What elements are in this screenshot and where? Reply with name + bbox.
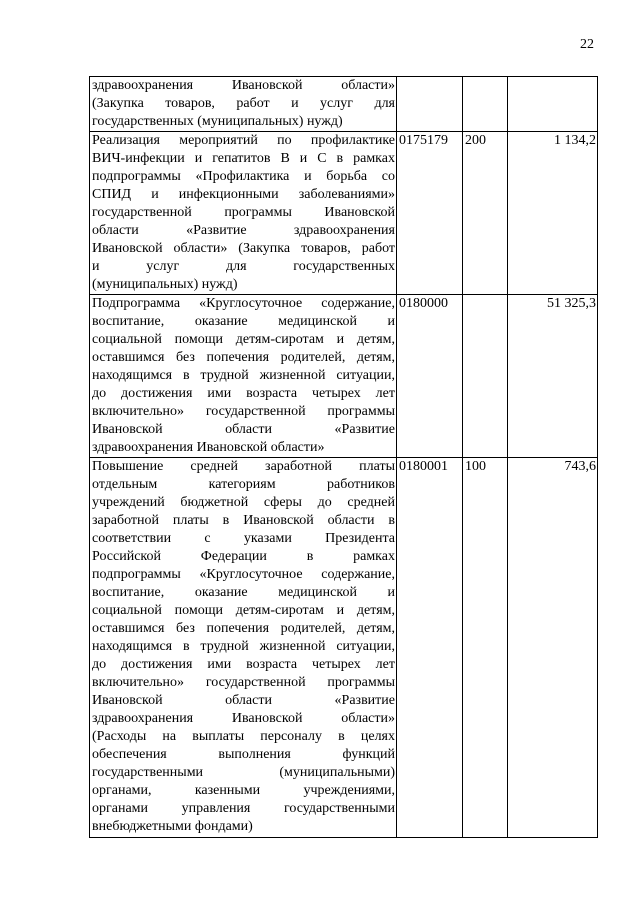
desc-line: заработной платы в Ивановской области в bbox=[92, 513, 395, 528]
desc-line: воспитание, оказание медицинской и bbox=[92, 314, 395, 329]
desc-line: Ивановской области «Развитие bbox=[92, 693, 395, 708]
page-number: 22 bbox=[580, 37, 594, 52]
amount-value: 743,6 bbox=[508, 458, 598, 838]
target-article-code: 0180000 bbox=[397, 295, 463, 458]
desc-line: органами управления государственными bbox=[92, 801, 395, 816]
desc-line: государственной программы Ивановской bbox=[92, 205, 395, 220]
desc-line: подпрограммы «Круглосуточное содержание, bbox=[92, 567, 395, 582]
table-row bbox=[90, 295, 598, 458]
desc-line: социальной помощи детям-сиротам и детям, bbox=[92, 332, 395, 347]
desc-line: до достижения ими возраста четырех лет bbox=[92, 386, 395, 401]
table-row bbox=[90, 132, 598, 295]
desc-line: СПИД и инфекционными заболеваниями» bbox=[92, 187, 395, 202]
desc-line: области «Развитие здравоохранения bbox=[92, 223, 395, 238]
target-article-code bbox=[397, 77, 463, 132]
desc-line: (Расходы на выплаты персоналу в целях bbox=[92, 729, 395, 744]
desc-line: (Закупка товаров, работ и услуг для bbox=[92, 96, 395, 111]
row-description bbox=[90, 458, 397, 838]
desc-line-last: государственных (муниципальных) нужд) bbox=[92, 114, 343, 129]
desc-line: оставшимся без попечения родителей, детям, bbox=[92, 350, 395, 365]
desc-line: Подпрограмма «Круглосуточное содержание, bbox=[92, 296, 395, 311]
expense-type-code bbox=[463, 295, 508, 458]
desc-line: подпрограммы «Профилактика и борьба со bbox=[92, 169, 395, 184]
target-article-code: 0180001 bbox=[397, 458, 463, 838]
desc-line: здравоохранения Ивановской области» bbox=[92, 78, 395, 93]
desc-line: ВИЧ-инфекции и гепатитов В и С в рамках bbox=[92, 151, 395, 166]
budget-table bbox=[89, 76, 598, 838]
desc-line: социальной помощи детям-сиротам и детям, bbox=[92, 603, 395, 618]
desc-line: до достижения ими возраста четырех лет bbox=[92, 657, 395, 672]
expense-type-code bbox=[463, 77, 508, 132]
desc-line: Реализация мероприятий по профилактике bbox=[92, 133, 395, 148]
desc-line: отдельным категориям работников bbox=[92, 477, 395, 492]
amount-value: 1 134,2 bbox=[508, 132, 598, 295]
desc-line: соответствии с указами Президента bbox=[92, 531, 395, 546]
desc-line-last: здравоохранения Ивановской области» bbox=[92, 440, 325, 455]
amount-value bbox=[508, 77, 598, 132]
desc-line: Российской Федерации в рамках bbox=[92, 549, 395, 564]
desc-line-last: (муниципальных) нужд) bbox=[92, 277, 238, 292]
budget-table-body bbox=[90, 77, 598, 838]
desc-line: воспитание, оказание медицинской и bbox=[92, 585, 395, 600]
desc-line: находящимся в трудной жизненной ситуации, bbox=[92, 639, 395, 654]
desc-line: здравоохранения Ивановской области» bbox=[92, 711, 395, 726]
target-article-code: 0175179 bbox=[397, 132, 463, 295]
desc-line: обеспечения выполнения функций bbox=[92, 747, 395, 762]
desc-line: Повышение средней заработной платы bbox=[92, 459, 395, 474]
table-row bbox=[90, 77, 598, 132]
desc-line: находящимся в трудной жизненной ситуации, bbox=[92, 368, 395, 383]
desc-line: Ивановской области «Развитие bbox=[92, 422, 395, 437]
expense-type-code: 100 bbox=[463, 458, 508, 838]
row-description bbox=[90, 295, 397, 458]
desc-line: органами, казенными учреждениями, bbox=[92, 783, 395, 798]
desc-line: включительно» государственной программы bbox=[92, 404, 395, 419]
desc-line-last: внебюджетными фондами) bbox=[92, 819, 253, 834]
desc-line: Ивановской области» (Закупка товаров, работ bbox=[92, 241, 395, 256]
desc-line: государственными (муниципальными) bbox=[92, 765, 395, 780]
desc-line: оставшимся без попечения родителей, детям, bbox=[92, 621, 395, 636]
desc-line: и услуг для государственных bbox=[92, 259, 395, 274]
desc-line: учреждений бюджетной сферы до средней bbox=[92, 495, 395, 510]
desc-line: включительно» государственной программы bbox=[92, 675, 395, 690]
row-description bbox=[90, 77, 397, 132]
amount-value: 51 325,3 bbox=[508, 295, 598, 458]
table-row bbox=[90, 458, 598, 838]
row-description bbox=[90, 132, 397, 295]
expense-type-code: 200 bbox=[463, 132, 508, 295]
